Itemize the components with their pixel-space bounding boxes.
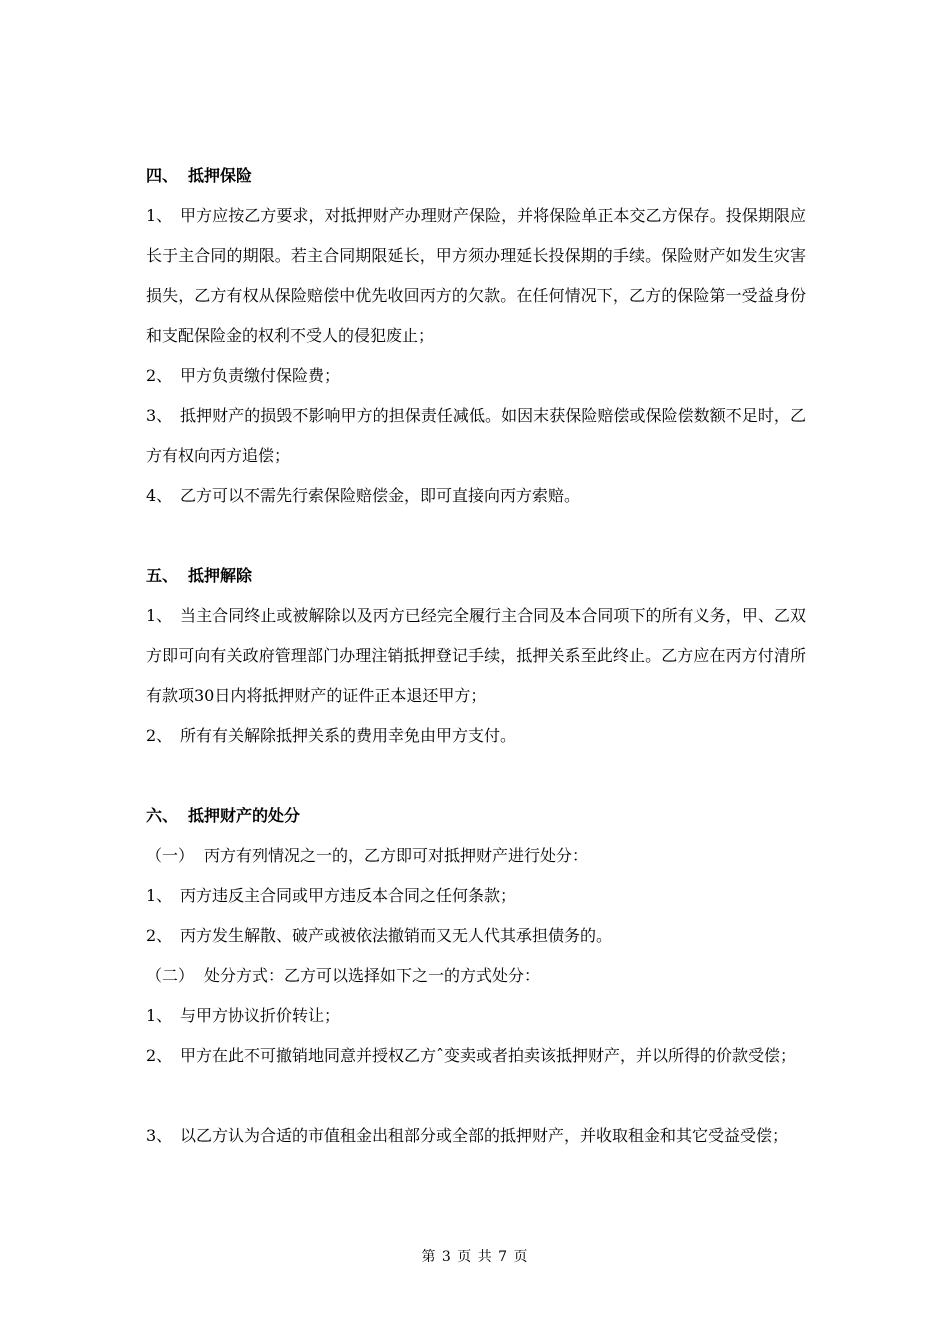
section-number: 四、 xyxy=(146,166,179,185)
item-number: 1、 xyxy=(146,206,173,225)
section-number: 五、 xyxy=(146,566,179,585)
item-number: 2、 xyxy=(146,1046,173,1065)
item-number: 4、 xyxy=(146,486,173,505)
paragraph xyxy=(146,876,806,916)
section-title: 抵押财产的处分 xyxy=(188,806,301,825)
page-footer: 第 3 页 共 7 页 xyxy=(421,1249,529,1265)
paragraph xyxy=(146,916,806,956)
item-number: 1、 xyxy=(146,1006,173,1025)
item-number: 2、 xyxy=(146,366,173,385)
item-text: 丙方发生解散、破产或被依法撤销而又无人代其承担债务的。 xyxy=(180,926,613,945)
section-title: 抵押保险 xyxy=(188,166,253,185)
paragraph xyxy=(146,1036,806,1076)
paragraph xyxy=(146,996,806,1036)
paragraph xyxy=(146,956,806,996)
paragraph xyxy=(146,716,806,756)
paragraph xyxy=(146,356,806,396)
section-number: 六、 xyxy=(146,806,179,825)
item-text: 甲方负责缴付保险费； xyxy=(180,366,341,385)
item-number: 3、 xyxy=(146,1126,173,1145)
paragraph xyxy=(146,476,806,516)
item-text: 甲方在此不可撤销地同意并授权乙方ˆ变卖或者拍卖该抵押财产，并以所得的价款受偿； xyxy=(180,1046,797,1065)
item-number: 2、 xyxy=(146,926,173,945)
item-number: 2、 xyxy=(146,726,173,745)
item-text: 所有有关解除抵押关系的费用幸免由甲方支付。 xyxy=(180,726,517,745)
item-text: 乙方可以不需先行索保险赔偿金，即可直接向丙方索赔。 xyxy=(180,486,581,505)
paragraph xyxy=(146,836,806,876)
item-number: （二） xyxy=(146,966,195,985)
paragraph xyxy=(146,1116,806,1156)
item-text: 甲方应按乙方要求，对抵押财产办理财产保险，并将保险单正本交乙方保存。投保期限应长于主合同的期限。若主合同期限延长，甲方须办理延长投保期的手续。保险财产如发生灾害损失，乙方有权从保险赔偿中优先收回丙方的欠款。在任何情况下，乙方的保险第一受益身份和支配保险金的权利不受人的侵犯废止； xyxy=(146,206,806,345)
item-number: 1、 xyxy=(146,606,173,625)
section-heading-6 xyxy=(146,806,300,826)
section-heading-5 xyxy=(146,566,252,586)
paragraph xyxy=(146,196,806,356)
section-heading-4 xyxy=(146,166,252,186)
item-text: 丙方违反主合同或甲方违反本合同之任何条款； xyxy=(180,886,517,905)
item-text: 丙方有列情况之一的，乙方即可对抵押财产进行处分： xyxy=(204,846,589,865)
item-number: （一） xyxy=(146,846,195,865)
item-text: 以乙方认为合适的市值租金出租部分或全部的抵押财产，并收取租金和其它受益受偿； xyxy=(180,1126,789,1145)
item-text: 与甲方协议折价转让； xyxy=(180,1006,341,1025)
paragraph xyxy=(146,596,806,716)
paragraph xyxy=(146,396,806,476)
item-text: 抵押财产的损毁不影响甲方的担保责任减低。如因末获保险赔偿或保险偿数额不足时，乙方有权向丙方追偿； xyxy=(146,406,806,465)
section-title: 抵押解除 xyxy=(188,566,253,585)
item-text: 当主合同终止或被解除以及丙方已经完全履行主合同及本合同项下的所有义务，甲、乙双方即可向有关政府管理部门办理注销抵押登记手续，抵押关系至此终止。乙方应在丙方付清所有款项30日内将抵押财产的证件正本退还甲方； xyxy=(146,606,806,705)
item-number: 1、 xyxy=(146,886,173,905)
item-text: 处分方式：乙方可以选择如下之一的方式处分： xyxy=(204,966,541,985)
item-number: 3、 xyxy=(146,406,173,425)
